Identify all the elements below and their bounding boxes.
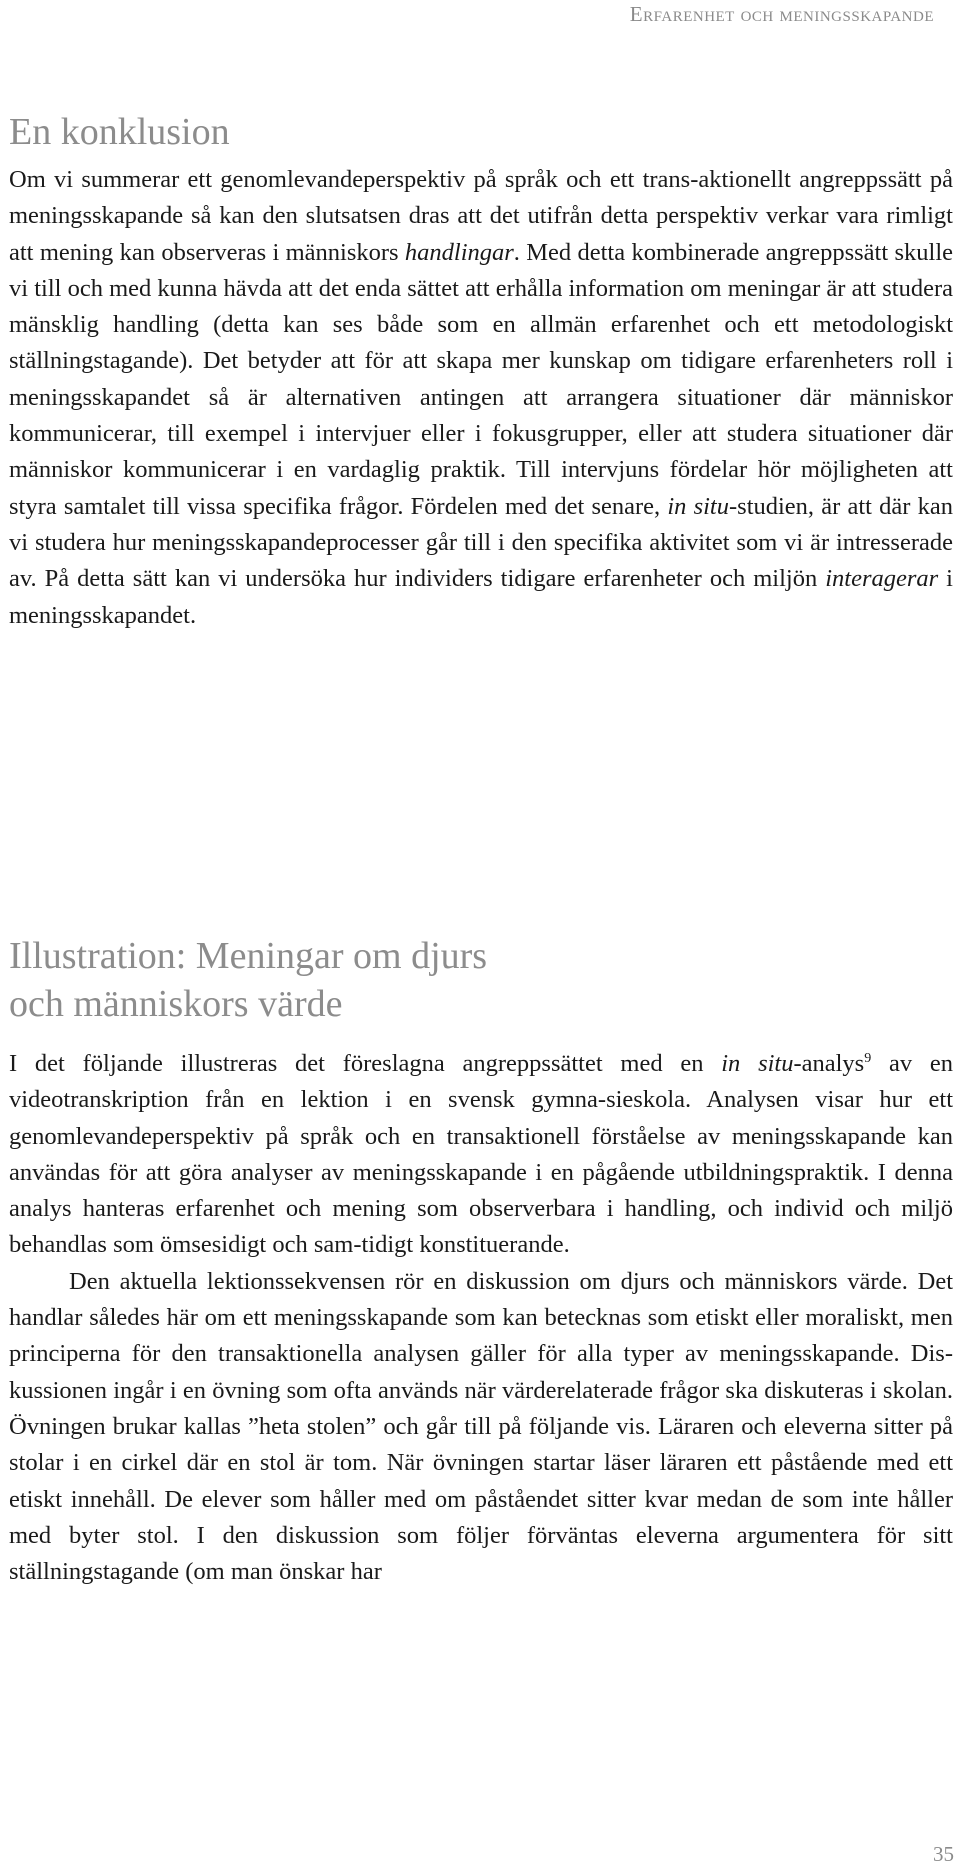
heading-line: och människors värde — [9, 983, 343, 1025]
body-paragraph: Den aktuella lektionssekvensen rör en diskussion om djurs och människors värde. Det handlar således här om ett meningsskapande som kan betecknas som etiskt eller moraliskt, men principerna för den transaktionella analysen gäller för alla typer av meningsskapande. Dis-kussionen ingår i en övning som ofta används när värderelaterade frågor ska diskuteras i skolan. Övningen brukar kallas ”heta stolen” och går till på följande vis. Läraren och eleverna sitter på stolar i en cirkel där en stol är tom. När övningen startar läser läraren ett påstående med ett etiskt innehåll. De elever som håller med om påståendet sitter kvar medan de som inte håller med byter stol. I den diskussion som följer förväntas eleverna argumentera för sitt ställningstagande (om man önskar har — [9, 1267, 953, 1586]
text-span: Om vi summerar ett genomlevandeperspektiv på språk och ett trans-aktionellt angreppssätt på meningsskapande så kan den slutsatsen dras att det utifrån detta perspektiv verkar vara rimligt att mening kan observeras i människors — [9, 166, 953, 266]
text-span: -studien, är att där kan vi studera hur meningsskapandeprocesser går till i den specifika aktivitet som vi är intresserade av. På detta sätt kan vi undersöka hur individers tidigare erfarenheter och miljön — [9, 492, 953, 593]
footnote-marker[interactable]: 9 — [864, 1050, 872, 1066]
text-span: I det följande illustreras det föreslagna angreppssättet med en — [9, 1050, 722, 1077]
section-conclusion — [9, 108, 953, 634]
page-number: 35 — [933, 1842, 954, 1866]
section-illustration — [9, 932, 953, 1590]
emphasis-text: interagerar — [825, 565, 939, 593]
text-span: -analys — [793, 1050, 865, 1077]
text-span: . Med detta kombinerade angreppssätt skulle vi till och med kunna hävda att det enda sättet att erhålla information om meningar är att studera mänsklig handling (detta kan ses både som en allmän erfarenhet och ett metodologiskt ställningstagande). Det betyder att för att skapa mer kunskap om tidigare erfarenheters roll i meningsskapandet så är alternativen antingen att arrangera situationer där människor kommunicerar, till exempel i intervjuer eller i fokusgrupper, eller att studera situationer där människor kommunicerar i en vardaglig praktik. Till intervjuns fördelar hör möjligheten att styra samtalet till vissa specifika frågor. Fördelen med det senare, — [9, 238, 953, 520]
body-paragraph — [9, 162, 953, 634]
section-heading — [9, 932, 953, 1028]
emphasis-text: in situ — [667, 492, 729, 520]
running-head: Erfarenhet och meningsskapande — [629, 2, 934, 26]
emphasis-text: handlingar — [404, 238, 514, 266]
text-span: i meningsskapandet. — [9, 565, 953, 629]
body-paragraph — [9, 1046, 953, 1264]
emphasis-text: in situ — [721, 1050, 794, 1077]
text-span: av en videotranskription från en lektion i en svensk gymna-sieskola. Analysen visar hur ett genomlevandeperspektiv på språk och en transaktionell förståelse av meningsskapande kan användas för att göra analyser av meningsskapande i en pågående utbildningspraktik. I denna analys hanteras erfarenhet och mening som observerbara i handling, och individ och miljö behandlas som ömsesidigt och sam-tidigt konstituerande. — [9, 1050, 953, 1259]
heading-line: Illustration: Meningar om djurs — [9, 935, 488, 977]
section-heading: En konklusion — [9, 111, 230, 153]
